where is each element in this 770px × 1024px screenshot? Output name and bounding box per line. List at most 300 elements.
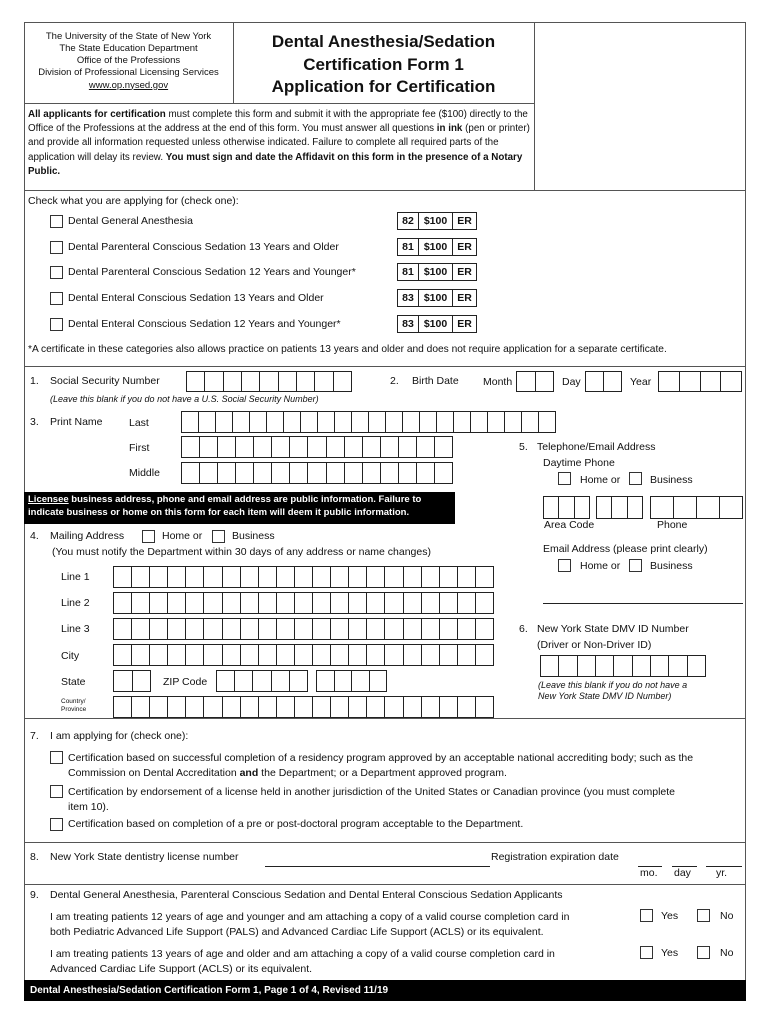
country-label — [61, 698, 86, 714]
character-box[interactable] — [404, 619, 422, 639]
area-code-label: Area Code — [544, 519, 595, 531]
character-box[interactable] — [422, 593, 440, 613]
character-box[interactable] — [597, 497, 612, 518]
character-box[interactable] — [218, 463, 236, 483]
character-box[interactable] — [308, 437, 326, 457]
character-box[interactable] — [331, 645, 349, 665]
zip-label: ZIP Code — [163, 676, 208, 688]
character-box[interactable] — [367, 645, 385, 665]
mailing-home-checkbox[interactable] — [142, 530, 155, 543]
pals-yes-checkbox[interactable] — [640, 909, 653, 922]
character-box[interactable] — [114, 593, 132, 613]
phone-business-checkbox[interactable] — [629, 472, 642, 485]
character-box[interactable] — [420, 412, 437, 432]
character-box[interactable] — [437, 412, 454, 432]
character-box[interactable] — [186, 593, 204, 613]
character-box[interactable] — [199, 412, 216, 432]
character-box[interactable] — [697, 497, 720, 518]
divider — [24, 103, 534, 104]
character-box[interactable] — [277, 645, 295, 665]
character-box[interactable] — [242, 372, 260, 391]
character-box[interactable] — [458, 645, 476, 665]
character-box[interactable] — [720, 497, 742, 518]
cert-footnote: *A certificate in these categories also allows practice on patients 13 years and older and does not require application for a separate certificate. — [28, 344, 667, 355]
character-box[interactable] — [363, 437, 381, 457]
character-box[interactable] — [476, 567, 493, 587]
address-change-note: (You must notify the Department within 30 days of any address or name changes) — [52, 546, 431, 558]
dmv-note-line: (Leave this blank if you do not have a — [538, 680, 688, 690]
character-box[interactable] — [150, 697, 168, 717]
character-box[interactable] — [279, 372, 297, 391]
character-box[interactable] — [721, 372, 741, 391]
zip-input[interactable] — [216, 670, 308, 692]
email-label: Email Address (please print clearly) — [543, 543, 708, 555]
instructions — [28, 108, 532, 179]
character-box[interactable] — [422, 645, 440, 665]
character-box[interactable] — [259, 619, 277, 639]
divider — [534, 22, 535, 190]
character-box[interactable] — [544, 497, 559, 518]
character-box[interactable] — [399, 437, 417, 457]
character-box[interactable] — [205, 372, 223, 391]
character-box[interactable] — [367, 593, 385, 613]
character-box[interactable] — [488, 412, 505, 432]
statement-line: both Pediatric Advanced Life Support (PALS) and Advanced Cardiac Life Support (ACLS) or its equivalent. — [50, 925, 544, 938]
character-box[interactable] — [235, 671, 253, 691]
character-box[interactable] — [168, 593, 186, 613]
statement-line: Advanced Cardiac Life Support (ACLS) or its equivalent. — [50, 962, 313, 975]
character-box[interactable] — [114, 671, 133, 691]
fee-code-box — [397, 263, 477, 281]
ssn-label: Social Security Number — [50, 375, 160, 387]
character-box[interactable] — [313, 567, 331, 587]
fee-amount: $100 — [419, 213, 453, 229]
birth-month-input[interactable] — [516, 371, 554, 392]
character-box[interactable] — [254, 463, 272, 483]
character-box[interactable] — [315, 372, 333, 391]
birth-date-label: Birth Date — [412, 375, 459, 387]
address-line2-input[interactable] — [113, 592, 494, 614]
character-box[interactable] — [182, 437, 200, 457]
character-box[interactable] — [604, 372, 621, 391]
character-box[interactable] — [260, 372, 278, 391]
character-box[interactable] — [168, 567, 186, 587]
country-input[interactable] — [113, 696, 494, 718]
character-box[interactable] — [277, 567, 295, 587]
character-box[interactable] — [241, 593, 259, 613]
character-box[interactable] — [132, 593, 150, 613]
address-line1-input[interactable] — [113, 566, 494, 588]
character-box[interactable] — [349, 593, 367, 613]
character-box[interactable] — [301, 412, 318, 432]
character-box[interactable] — [216, 412, 233, 432]
character-box[interactable] — [352, 412, 369, 432]
character-box[interactable] — [267, 412, 284, 432]
character-box[interactable] — [241, 619, 259, 639]
endorsement-option — [68, 785, 675, 815]
character-box[interactable] — [334, 372, 351, 391]
character-box[interactable] — [272, 463, 290, 483]
character-box[interactable] — [370, 671, 387, 691]
cert-option-label: Dental General Anesthesia — [68, 215, 193, 227]
character-box[interactable] — [277, 619, 295, 639]
character-box[interactable] — [253, 671, 271, 691]
character-box[interactable] — [669, 656, 687, 676]
character-box[interactable] — [204, 567, 222, 587]
character-box[interactable] — [186, 645, 204, 665]
state-input[interactable] — [113, 670, 151, 692]
character-box[interactable] — [331, 697, 349, 717]
character-box[interactable] — [132, 567, 150, 587]
character-box[interactable] — [182, 463, 200, 483]
character-box[interactable] — [559, 497, 574, 518]
character-box[interactable] — [476, 697, 493, 717]
character-box[interactable] — [363, 463, 381, 483]
character-box[interactable] — [236, 463, 254, 483]
character-box[interactable] — [187, 372, 205, 391]
character-box[interactable] — [284, 412, 301, 432]
state-label: State — [61, 676, 86, 688]
character-box[interactable] — [386, 412, 403, 432]
fee-code-box — [397, 289, 477, 307]
character-box[interactable] — [150, 593, 168, 613]
character-box[interactable] — [440, 567, 458, 587]
line3-label: Line 3 — [61, 623, 90, 635]
character-box[interactable] — [404, 645, 422, 665]
residency-option — [68, 751, 693, 781]
character-box[interactable] — [505, 412, 522, 432]
character-box[interactable] — [223, 645, 241, 665]
endorsement-checkbox[interactable] — [50, 785, 63, 798]
cert-option-checkbox[interactable] — [50, 266, 63, 279]
character-box[interactable] — [259, 593, 277, 613]
character-box[interactable] — [272, 437, 290, 457]
character-box[interactable] — [217, 671, 235, 691]
character-box[interactable] — [313, 645, 331, 665]
character-box[interactable] — [476, 619, 493, 639]
character-box[interactable] — [367, 619, 385, 639]
year-label: Year — [630, 376, 652, 388]
fee-code-box — [397, 315, 477, 333]
dmv-id-input[interactable] — [540, 655, 706, 677]
phone-line-input[interactable] — [650, 496, 743, 519]
character-box[interactable] — [331, 567, 349, 587]
character-box[interactable] — [440, 645, 458, 665]
character-box[interactable] — [114, 567, 132, 587]
character-box[interactable] — [417, 437, 435, 457]
character-box[interactable] — [132, 619, 150, 639]
character-box[interactable] — [204, 697, 222, 717]
character-box[interactable] — [659, 372, 680, 391]
character-box[interactable] — [272, 671, 290, 691]
character-box[interactable] — [688, 656, 705, 676]
character-box[interactable] — [651, 656, 669, 676]
address-line3-input[interactable] — [113, 618, 494, 640]
character-box[interactable] — [132, 697, 150, 717]
divider — [24, 842, 746, 843]
website-link[interactable]: www.op.nysed.gov — [88, 79, 169, 91]
character-box[interactable] — [541, 656, 559, 676]
character-box[interactable] — [327, 437, 345, 457]
character-box[interactable] — [458, 567, 476, 587]
character-box[interactable] — [317, 671, 335, 691]
character-box[interactable] — [417, 463, 435, 483]
character-box[interactable] — [435, 463, 452, 483]
daytime-phone-label: Daytime Phone — [543, 457, 615, 469]
profession-code: 81 — [398, 264, 419, 280]
ssn-note: (Leave this blank if you do not have a U.S. Social Security Number) — [50, 394, 319, 404]
character-box[interactable] — [241, 645, 259, 665]
character-box[interactable] — [440, 697, 458, 717]
character-box[interactable] — [345, 437, 363, 457]
character-box[interactable] — [596, 656, 614, 676]
character-box[interactable] — [628, 497, 642, 518]
residency-checkbox[interactable] — [50, 751, 63, 764]
phone-prefix-input[interactable] — [596, 496, 643, 519]
character-box[interactable] — [150, 567, 168, 587]
character-box[interactable] — [612, 497, 627, 518]
character-box[interactable] — [168, 645, 186, 665]
character-box[interactable] — [204, 593, 222, 613]
acls-no-checkbox[interactable] — [697, 946, 710, 959]
ssn-input[interactable] — [186, 371, 352, 392]
character-box[interactable] — [471, 412, 488, 432]
character-box[interactable] — [290, 437, 308, 457]
character-box[interactable] — [399, 463, 417, 483]
character-box[interactable] — [114, 619, 132, 639]
character-box[interactable] — [476, 593, 493, 613]
character-box[interactable] — [651, 497, 674, 518]
character-box[interactable] — [297, 372, 315, 391]
character-box[interactable] — [559, 656, 577, 676]
applying-for-label: I am applying for (check one): — [50, 730, 189, 742]
character-box[interactable] — [335, 671, 353, 691]
program-checkbox[interactable] — [50, 818, 63, 831]
character-box[interactable] — [458, 619, 476, 639]
character-box[interactable] — [168, 697, 186, 717]
instructions-text: (pen or printer) and provide all information requested unless otherwise indicated. Failure to complete all required parts of the application will delay its review. — [28, 123, 530, 163]
character-box[interactable] — [385, 619, 403, 639]
character-box[interactable] — [290, 463, 308, 483]
character-box[interactable] — [331, 619, 349, 639]
character-box[interactable] — [335, 412, 352, 432]
fee-amount: $100 — [419, 264, 453, 280]
character-box[interactable] — [422, 697, 440, 717]
character-box[interactable] — [403, 412, 420, 432]
character-box[interactable] — [352, 671, 370, 691]
character-box[interactable] — [404, 697, 422, 717]
character-box[interactable] — [295, 593, 313, 613]
character-box[interactable] — [422, 619, 440, 639]
character-box[interactable] — [132, 645, 150, 665]
er-code: ER — [457, 292, 472, 304]
character-box[interactable] — [223, 619, 241, 639]
first-name-input[interactable] — [181, 436, 453, 458]
character-box[interactable] — [385, 567, 403, 587]
character-box[interactable] — [241, 697, 259, 717]
character-box[interactable] — [233, 412, 250, 432]
character-box[interactable] — [575, 497, 589, 518]
character-box[interactable] — [517, 372, 536, 391]
character-box[interactable] — [440, 619, 458, 639]
character-box[interactable] — [204, 619, 222, 639]
character-box[interactable] — [313, 619, 331, 639]
profession-code: 82 — [398, 213, 419, 229]
dmv-sublabel: (Driver or Non-Driver ID) — [537, 639, 652, 651]
character-box[interactable] — [313, 697, 331, 717]
character-box[interactable] — [114, 697, 132, 717]
email-business-checkbox[interactable] — [629, 559, 642, 572]
character-box[interactable] — [114, 645, 132, 665]
character-box[interactable] — [259, 567, 277, 587]
character-box[interactable] — [454, 412, 471, 432]
character-box[interactable] — [290, 671, 307, 691]
character-box[interactable] — [614, 656, 632, 676]
character-box[interactable] — [295, 619, 313, 639]
character-box[interactable] — [295, 567, 313, 587]
character-box[interactable] — [440, 593, 458, 613]
character-box[interactable] — [313, 593, 331, 613]
character-box[interactable] — [385, 697, 403, 717]
character-box[interactable] — [367, 697, 385, 717]
character-box[interactable] — [536, 372, 554, 391]
character-box[interactable] — [349, 697, 367, 717]
character-box[interactable] — [349, 567, 367, 587]
org-line: The University of the State of New York — [45, 31, 212, 42]
telephone-email-label: Telephone/Email Address — [537, 441, 656, 453]
character-box[interactable] — [422, 567, 440, 587]
character-box[interactable] — [223, 697, 241, 717]
character-box[interactable] — [168, 619, 186, 639]
character-box[interactable] — [186, 567, 204, 587]
cert-option-checkbox[interactable] — [50, 241, 63, 254]
acls-yes-checkbox[interactable] — [640, 946, 653, 959]
character-box[interactable] — [277, 593, 295, 613]
email-home-checkbox[interactable] — [558, 559, 571, 572]
character-box[interactable] — [204, 645, 222, 665]
character-box[interactable] — [674, 497, 697, 518]
character-box[interactable] — [404, 567, 422, 587]
character-box[interactable] — [236, 437, 254, 457]
character-box[interactable] — [186, 619, 204, 639]
home-label: Home or — [580, 474, 621, 486]
middle-name-input[interactable] — [181, 462, 453, 484]
birth-day-input[interactable] — [585, 371, 622, 392]
character-box[interactable] — [327, 463, 345, 483]
character-box[interactable] — [586, 372, 604, 391]
character-box[interactable] — [701, 372, 722, 391]
area-code-input[interactable] — [543, 496, 590, 519]
city-input[interactable] — [113, 644, 494, 666]
title-line: Dental Anesthesia/Sedation — [271, 32, 496, 51]
character-box[interactable] — [150, 619, 168, 639]
character-box[interactable] — [404, 593, 422, 613]
character-box[interactable] — [458, 593, 476, 613]
character-box[interactable] — [458, 697, 476, 717]
character-box[interactable] — [295, 645, 313, 665]
character-box[interactable] — [150, 645, 168, 665]
character-box[interactable] — [367, 567, 385, 587]
character-box[interactable] — [200, 463, 218, 483]
birth-year-input[interactable] — [658, 371, 742, 392]
pals-no-checkbox[interactable] — [697, 909, 710, 922]
character-box[interactable] — [331, 593, 349, 613]
character-box[interactable] — [369, 412, 386, 432]
character-box[interactable] — [318, 412, 335, 432]
zip-plus4-input[interactable] — [316, 670, 387, 692]
character-box[interactable] — [578, 656, 596, 676]
character-box[interactable] — [539, 412, 555, 432]
title-line: Certification Form 1 — [303, 54, 464, 74]
character-box[interactable] — [241, 567, 259, 587]
character-box[interactable] — [250, 412, 267, 432]
character-box[interactable] — [259, 645, 277, 665]
phone-home-checkbox[interactable] — [558, 472, 571, 485]
q4-number: 4. — [30, 530, 39, 542]
line1-label: Line 1 — [61, 571, 90, 583]
character-box[interactable] — [522, 412, 539, 432]
instructions-bold: All applicants for certification — [28, 109, 166, 120]
city-label: City — [61, 650, 80, 662]
fee-code-box — [397, 212, 477, 230]
character-box[interactable] — [200, 437, 218, 457]
character-box[interactable] — [476, 645, 493, 665]
q9-number: 9. — [30, 889, 39, 901]
agency-block — [26, 31, 231, 92]
character-box[interactable] — [277, 697, 295, 717]
license-number-input[interactable] — [265, 866, 490, 867]
character-box[interactable] — [218, 437, 236, 457]
month-label: Month — [483, 376, 513, 388]
character-box[interactable] — [223, 567, 241, 587]
character-box[interactable] — [224, 372, 242, 391]
character-box[interactable] — [186, 697, 204, 717]
character-box[interactable] — [349, 645, 367, 665]
character-box[interactable] — [633, 656, 651, 676]
character-box[interactable] — [381, 463, 399, 483]
character-box[interactable] — [133, 671, 151, 691]
character-box[interactable] — [308, 463, 326, 483]
email-input[interactable] — [543, 603, 743, 604]
character-box[interactable] — [385, 593, 403, 613]
instructions-bold: You must sign and date the Affidavit on this form in the presence of a Notary Public. — [28, 151, 523, 177]
option-text: Certification based on successful completion of a residency program approved by an acceptable national accrediting body; such as the — [68, 752, 694, 764]
character-box[interactable] — [385, 645, 403, 665]
business-label: Business — [232, 530, 275, 542]
cert-option-checkbox[interactable] — [50, 318, 63, 331]
cert-option-checkbox[interactable] — [50, 215, 63, 228]
character-box[interactable] — [223, 593, 241, 613]
character-box[interactable] — [259, 697, 277, 717]
character-box[interactable] — [345, 463, 363, 483]
q7-number: 7. — [30, 730, 39, 742]
character-box[interactable] — [254, 437, 272, 457]
mailing-business-checkbox[interactable] — [212, 530, 225, 543]
er-code: ER — [457, 266, 472, 278]
page-footer: Dental Anesthesia/Sedation Certification Form 1, Page 1 of 4, Revised 11/19 — [24, 980, 746, 1001]
character-box[interactable] — [295, 697, 313, 717]
profession-code: 83 — [398, 316, 419, 332]
character-box[interactable] — [182, 412, 199, 432]
last-name-label: Last — [129, 417, 149, 429]
character-box[interactable] — [435, 437, 452, 457]
home-label: Home or — [162, 530, 203, 542]
last-name-input[interactable] — [181, 411, 556, 433]
cert-option-checkbox[interactable] — [50, 292, 63, 305]
character-box[interactable] — [381, 437, 399, 457]
character-box[interactable] — [680, 372, 701, 391]
character-box[interactable] — [349, 619, 367, 639]
